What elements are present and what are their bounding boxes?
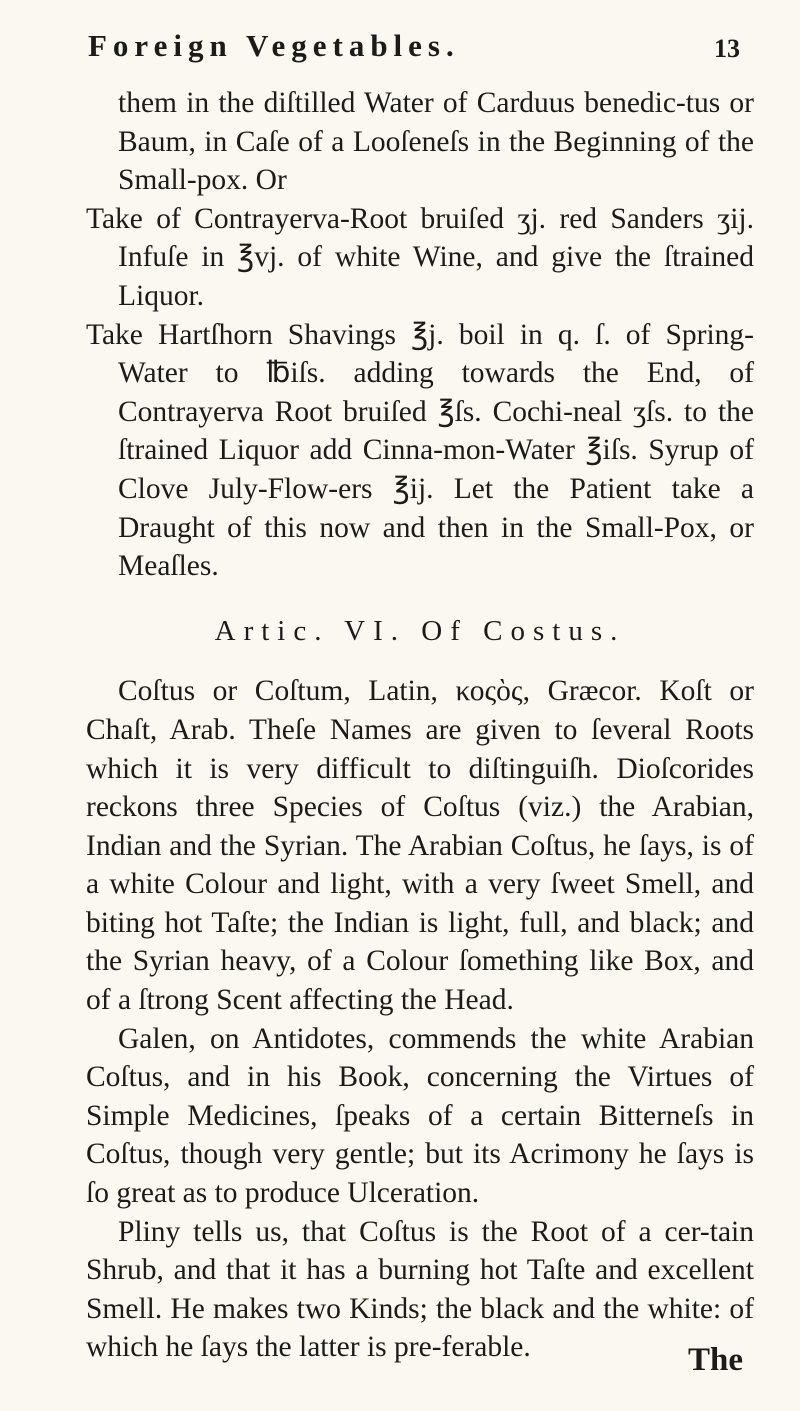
article-heading: Artic. VI. Of Costus. xyxy=(214,614,626,647)
page-text xyxy=(86,84,754,1367)
running-head xyxy=(88,28,740,64)
recipe-hartshorn: Take Hartſhorn Shavings ℥j. boil in q. ſ. of Spring-Water to ℔iſs. adding towards the End, of Contrayerva Root bruiſed ℥ſs. Cochi-neal ʒſs. to the ſtrained Liquor add Cinna-mon-Water ℥iſs. Syrup of Clove July-Flow-ers ℥ij. Let the Patient take a Draught of this now and then in the Small-Pox, or Meaſles. xyxy=(86,318,754,583)
running-head-title: Foreign Vegetables. xyxy=(88,28,460,63)
paragraph-galen: Galen, on Antidotes, commends the white Arabian Coſtus, and in his Book, concerning the Virtues of Simple Medicines, ſpeaks of a certain Bitterneſs in Coſtus, though very gentle; but its Acrimony he ſays is ſo great as to produce Ulceration. xyxy=(86,1022,754,1210)
paragraph-pliny: Pliny tells us, that Coſtus is the Root of a cer-tain Shrub, and that it has a burning hot Taſte and excellent Smell. He makes two Kinds; the black and the white: of which he ſays the latter is pre-ferable. xyxy=(86,1215,754,1364)
catchword: The xyxy=(688,1342,744,1378)
paragraph-costus-names: Coſtus or Coſtum, Latin, κοςὸς, Græcor. Koſt or Chaſt, Arab. Theſe Names are given to ſeveral Roots which it is very difficult to diſtinguiſh. Dioſcorides reckons three Species of Coſtus (viz.) the Arabian, Indian and the Syrian. The Arabian Coſtus, he ſays, is of a white Colour and light, with a very ſweet Smell, and biting hot Taſte; the Indian is light, full, and black; and the Syrian heavy, of a Colour ſomething like Box, and of a ſtrong Scent affecting the Head. xyxy=(86,675,754,1017)
recipe-contrayerva: Take of Contrayerva-Root bruiſed ʒj. red Sanders ʒij. Infuſe in ℥vj. of white Wine, and give the ſtrained Liquor. xyxy=(86,202,754,312)
paragraph-continuation: them in the diſtilled Water of Carduus benedic-tus or Baum, in Caſe of a Looſeneſs in the Beginning of the Small-pox. Or xyxy=(118,87,754,197)
page-number: 13 xyxy=(714,34,740,63)
